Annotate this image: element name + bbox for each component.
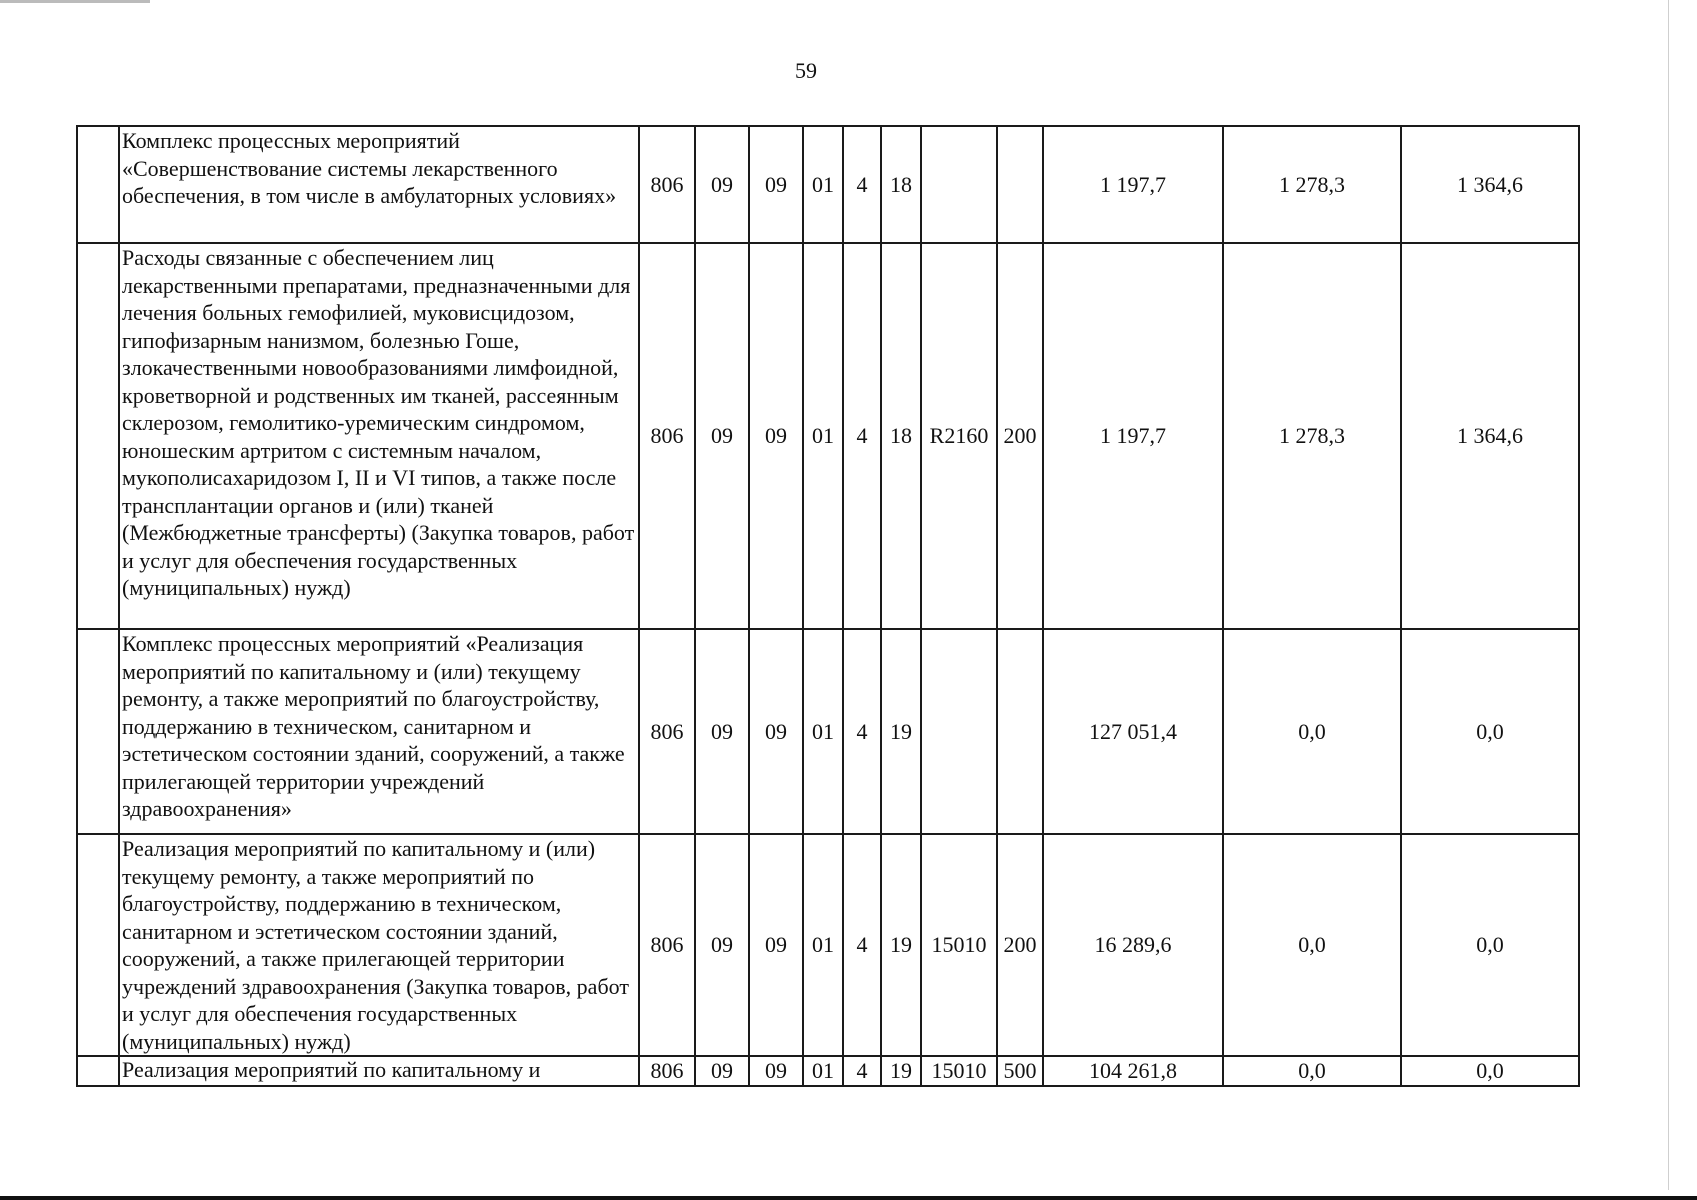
- amount-year-3: 1 364,6: [1401, 126, 1579, 243]
- amount-year-3: 0,0: [1401, 834, 1579, 1056]
- program-code: 01: [803, 126, 843, 243]
- section-code: 09: [695, 834, 749, 1056]
- expense-type-code: 500: [997, 1056, 1043, 1086]
- program-code: 01: [803, 834, 843, 1056]
- subsection-code: 09: [749, 243, 803, 629]
- program-code: 01: [803, 243, 843, 629]
- section-code: 09: [695, 1056, 749, 1086]
- structural-element-code: 19: [881, 834, 921, 1056]
- type-code: 4: [843, 834, 881, 1056]
- direction-code: [921, 126, 997, 243]
- structural-element-code: 18: [881, 126, 921, 243]
- ministry-code: 806: [639, 834, 695, 1056]
- row-blank-cell: [77, 126, 119, 243]
- direction-code: R2160: [921, 243, 997, 629]
- scan-fold-line: [1668, 0, 1669, 1190]
- page-number: 59: [795, 58, 817, 83]
- ministry-code: 806: [639, 629, 695, 834]
- type-code: 4: [843, 243, 881, 629]
- table-row: [77, 243, 1579, 629]
- structural-element-code: 19: [881, 629, 921, 834]
- row-blank-cell: [77, 834, 119, 1056]
- row-description: Расходы связанные с обеспечением лиц лекарственными препаратами, предназначенными для лечения больных гемофилией, муковисцидозом, гипофизарным нанизмом, болезнью Гоше, злокачественными новообразованиями лимфоидной, кроветворной и родственных им тканей, рассеянным склерозом, гемолитико-уремическим синдромом, юношеским артритом с системным началом, мукополисахаридозом I, II и VI типов, а также после трансплантации органов и (или) тканей (Межбюджетные трансферты) (Закупка товаров, работ и услуг для обеспечения государственных (муниципальных) нужд): [119, 243, 639, 629]
- subsection-code: 09: [749, 834, 803, 1056]
- amount-year-1: 1 197,7: [1043, 243, 1223, 629]
- expense-type-code: 200: [997, 243, 1043, 629]
- row-blank-cell: [77, 629, 119, 834]
- table-row: [77, 834, 1579, 1056]
- ministry-code: 806: [639, 1056, 695, 1086]
- amount-year-2: 0,0: [1223, 1056, 1401, 1086]
- ministry-code: 806: [639, 126, 695, 243]
- amount-year-2: 1 278,3: [1223, 243, 1401, 629]
- table-row: [77, 1056, 1579, 1086]
- amount-year-3: 0,0: [1401, 1056, 1579, 1086]
- program-code: 01: [803, 1056, 843, 1086]
- amount-year-3: 1 364,6: [1401, 243, 1579, 629]
- subsection-code: 09: [749, 629, 803, 834]
- amount-year-1: 16 289,6: [1043, 834, 1223, 1056]
- structural-element-code: 18: [881, 243, 921, 629]
- amount-year-1: 127 051,4: [1043, 629, 1223, 834]
- row-blank-cell: [77, 1056, 119, 1086]
- row-description: Комплекс процессных мероприятий «Совершенствование системы лекарственного обеспечения, в том числе в амбулаторных условиях»: [119, 126, 639, 243]
- expense-type-code: [997, 126, 1043, 243]
- scan-edge-mark: [0, 0, 150, 3]
- table-row: [77, 629, 1579, 834]
- section-code: 09: [695, 243, 749, 629]
- row-description: Реализация мероприятий по капитальному и (или) текущему ремонту, а также мероприятий по благоустройству, поддержанию в техническом, санитарном и эстетическом состоянии зданий, сооружений, а также прилегающей территории учреждений здравоохранения (Закупка товаров, работ и услуг для обеспечения государственных (муниципальных) нужд): [119, 834, 639, 1056]
- structural-element-code: 19: [881, 1056, 921, 1086]
- budget-table: [76, 125, 1580, 1087]
- scan-bottom-edge: [0, 1196, 1697, 1200]
- direction-code: [921, 629, 997, 834]
- expense-type-code: 200: [997, 834, 1043, 1056]
- amount-year-3: 0,0: [1401, 629, 1579, 834]
- direction-code: 15010: [921, 834, 997, 1056]
- ministry-code: 806: [639, 243, 695, 629]
- amount-year-1: 1 197,7: [1043, 126, 1223, 243]
- amount-year-1: 104 261,8: [1043, 1056, 1223, 1086]
- program-code: 01: [803, 629, 843, 834]
- subsection-code: 09: [749, 1056, 803, 1086]
- type-code: 4: [843, 126, 881, 243]
- table-row: [77, 126, 1579, 243]
- row-blank-cell: [77, 243, 119, 629]
- type-code: 4: [843, 629, 881, 834]
- amount-year-2: 1 278,3: [1223, 126, 1401, 243]
- row-description: Комплекс процессных мероприятий «Реализация мероприятий по капитальному и (или) текущему ремонту, а также мероприятий по благоустройству, поддержанию в техническом, санитарном и эстетическом состоянии зданий, сооружений, а также прилегающей территории учреждений здравоохранения»: [119, 629, 639, 834]
- direction-code: 15010: [921, 1056, 997, 1086]
- subsection-code: 09: [749, 126, 803, 243]
- section-code: 09: [695, 126, 749, 243]
- amount-year-2: 0,0: [1223, 834, 1401, 1056]
- type-code: 4: [843, 1056, 881, 1086]
- section-code: 09: [695, 629, 749, 834]
- amount-year-2: 0,0: [1223, 629, 1401, 834]
- expense-type-code: [997, 629, 1043, 834]
- row-description: Реализация мероприятий по капитальному и: [119, 1056, 639, 1086]
